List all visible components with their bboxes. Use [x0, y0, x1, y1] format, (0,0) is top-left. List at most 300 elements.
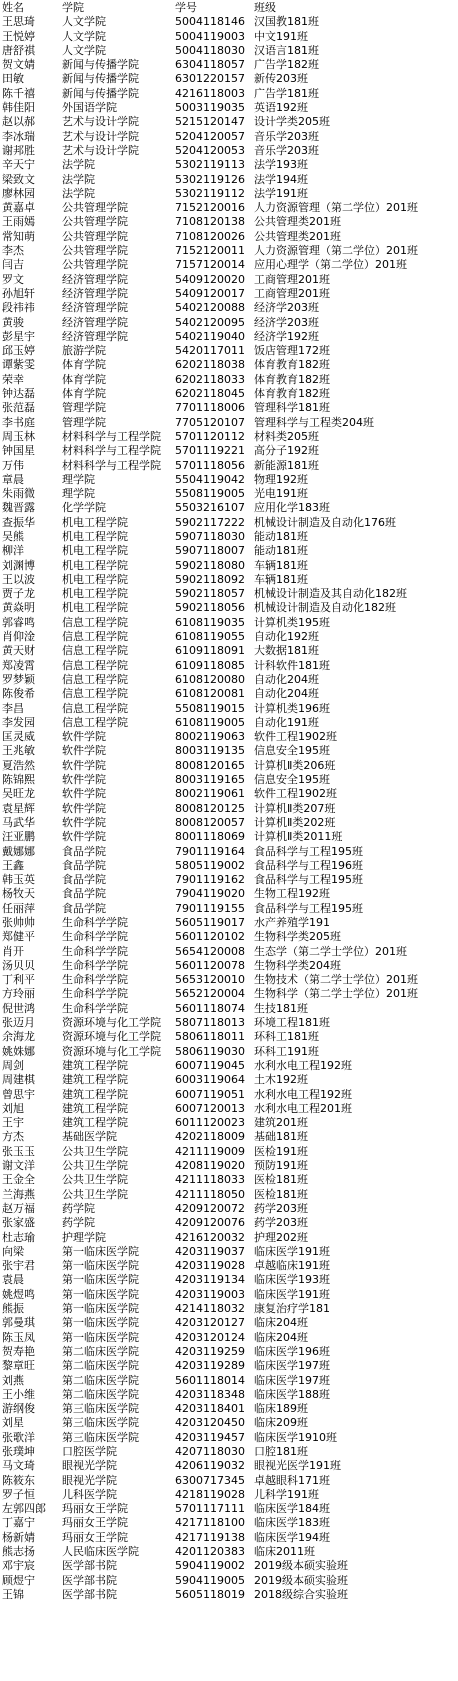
student-name: 王小维: [2, 1387, 35, 1401]
college: 软件学院: [62, 773, 106, 787]
student-name: 钟国星: [2, 444, 35, 458]
student-name: 张范磊: [2, 401, 35, 415]
student-id: 6108119055: [175, 630, 245, 644]
class-name: 医检181班: [254, 1173, 308, 1187]
college: 医学部书院: [62, 1573, 117, 1587]
class-name: 食品科学与工程195班: [254, 901, 363, 915]
student-id: 6109118091: [175, 644, 245, 658]
table-row: [0, 130, 458, 144]
table-row: [0, 1073, 458, 1087]
table-row: [0, 44, 458, 58]
student-id: 5805119002: [175, 858, 245, 872]
college: 软件学院: [62, 815, 106, 829]
class-name: 生物科学（第二学士学位）201班: [254, 987, 418, 1001]
college: 第一临床医学院: [62, 1259, 139, 1273]
table-row: [0, 1402, 458, 1416]
student-name: 邱玉婷: [2, 344, 35, 358]
class-name: 环科工191班: [254, 1044, 319, 1058]
college: 软件学院: [62, 730, 106, 744]
college: 公共管理学院: [62, 258, 128, 272]
table-row: [0, 687, 458, 701]
college: 第三临床医学院: [62, 1402, 139, 1416]
class-name: 机械设计制造及自动化176班: [254, 515, 396, 529]
college: 第一临床医学院: [62, 1273, 139, 1287]
student-name: 任丽萍: [2, 901, 35, 915]
class-name: 自动化204班: [254, 687, 319, 701]
table-row: [0, 201, 458, 215]
college: 经济管理学院: [62, 286, 128, 300]
student-name: 罗文: [2, 272, 24, 286]
student-id: 7901119164: [175, 844, 245, 858]
class-name: 计科软件181班: [254, 658, 330, 672]
college: 公共管理学院: [62, 244, 128, 258]
table-row: [0, 516, 458, 530]
student-id: 5907118007: [175, 544, 245, 558]
student-id: 5204120053: [175, 143, 245, 157]
class-name: 临床189班: [254, 1402, 308, 1416]
college: 信息工程学院: [62, 630, 128, 644]
college: 体育学院: [62, 387, 106, 401]
table-row: [0, 1431, 458, 1445]
student-id: 5701118056: [175, 458, 245, 472]
class-name: 生物技术（第二学士学位）201班: [254, 973, 418, 987]
class-name: 信息安全195班: [254, 744, 330, 758]
student-name: 梁致文: [2, 172, 35, 186]
class-name: 管理科学181班: [254, 401, 330, 415]
college: 玛丽女王学院: [62, 1516, 128, 1530]
table-row: [0, 258, 458, 272]
college: 资源环境与化工学院: [62, 1030, 161, 1044]
table-row: [0, 72, 458, 86]
student-name: 罗梦颖: [2, 672, 35, 686]
college: 机电工程学院: [62, 587, 128, 601]
student-id: 5402120095: [175, 315, 245, 329]
class-name: 饭店管理172班: [254, 344, 330, 358]
college: 软件学院: [62, 744, 106, 758]
student-id: 4217119138: [175, 1530, 245, 1544]
class-name: 体育教育182班: [254, 372, 330, 386]
table-row: [0, 930, 458, 944]
table-row: [0, 1316, 458, 1330]
college: 信息工程学院: [62, 615, 128, 629]
class-name: 2018级综合实验班: [254, 1587, 348, 1601]
college: 公共卫生学院: [62, 1159, 128, 1173]
table-row: [0, 787, 458, 801]
student-id: 5701120112: [175, 429, 245, 443]
student-id: 5503216107: [175, 501, 245, 515]
table-row: [0, 144, 458, 158]
college: 公共管理学院: [62, 215, 128, 229]
student-id: 4211118050: [175, 1187, 245, 1201]
college: 建筑工程学院: [62, 1087, 128, 1101]
table-row: [0, 659, 458, 673]
student-name: 陈筱东: [2, 1473, 35, 1487]
student-name: 陈千禧: [2, 86, 35, 100]
table-row: [0, 830, 458, 844]
student-name: 陈玉凤: [2, 1330, 35, 1344]
class-name: 眼视光医学191班: [254, 1459, 341, 1473]
college: 生命科学学院: [62, 973, 128, 987]
student-name: 邓宇宸: [2, 1559, 35, 1573]
table-row: [0, 773, 458, 787]
college: 医学部书院: [62, 1587, 117, 1601]
college: 化学学院: [62, 501, 106, 515]
table-row: [0, 215, 458, 229]
class-name: 生技181班: [254, 1001, 308, 1015]
class-name: 2019级本硕实验班: [254, 1559, 348, 1573]
table-row: [0, 1245, 458, 1259]
student-name: 向梁: [2, 1244, 24, 1258]
table-row: [0, 344, 458, 358]
table-row: [0, 173, 458, 187]
student-id: 4203119289: [175, 1359, 245, 1373]
student-id: 4203119457: [175, 1430, 245, 1444]
college: 体育学院: [62, 358, 106, 372]
class-name: 医检191班: [254, 1144, 308, 1158]
table-row: [0, 845, 458, 859]
student-id: 5806118011: [175, 1030, 245, 1044]
college: 资源环境与化工学院: [62, 1016, 161, 1030]
class-name: 汉语言181班: [254, 43, 319, 57]
college: 艺术与设计学院: [62, 143, 139, 157]
class-name: 临床医学191班: [254, 1244, 330, 1258]
student-name: 张宇君: [2, 1259, 35, 1273]
college: 第一临床医学院: [62, 1302, 139, 1316]
class-name: 卓越眼科171班: [254, 1473, 330, 1487]
class-name: 建筑201班: [254, 1116, 308, 1130]
college: 机电工程学院: [62, 558, 128, 572]
student-id: 5215120147: [175, 115, 245, 129]
student-id: 7152120016: [175, 201, 245, 215]
class-name: 工商管理201班: [254, 286, 330, 300]
student-name: 章晨: [2, 472, 24, 486]
student-name: 熊振: [2, 1302, 24, 1316]
class-name: 能动181班: [254, 544, 308, 558]
student-name: 顾煜宁: [2, 1573, 35, 1587]
class-name: 自动化192班: [254, 630, 319, 644]
student-name: 马文琦: [2, 1459, 35, 1473]
student-id: 5402119040: [175, 329, 245, 343]
class-name: 应用化学183班: [254, 501, 330, 515]
college: 理学院: [62, 487, 95, 501]
table-row: [0, 15, 458, 29]
student-id: 5806119030: [175, 1044, 245, 1058]
table-row: [0, 1059, 458, 1073]
college: 经济管理学院: [62, 272, 128, 286]
class-name: 物理192班: [254, 472, 308, 486]
student-name: 陈俊希: [2, 687, 35, 701]
class-name: 计算机类196班: [254, 701, 330, 715]
college: 软件学院: [62, 787, 106, 801]
table-row: [0, 1259, 458, 1273]
college: 口腔医学院: [62, 1444, 117, 1458]
student-name: 肖开: [2, 944, 24, 958]
college: 建筑工程学院: [62, 1073, 128, 1087]
class-name: 食品科学与工程196班: [254, 858, 363, 872]
student-name: 李发园: [2, 715, 35, 729]
table-row: [0, 1388, 458, 1402]
student-name: 李昌: [2, 701, 24, 715]
student-name: 王兆敏: [2, 744, 35, 758]
student-id: 4216118003: [175, 86, 245, 100]
student-name: 刘旭: [2, 1101, 24, 1115]
student-id: 5807118013: [175, 1016, 245, 1030]
student-name: 张玉玉: [2, 1144, 35, 1158]
college: 生命科学学院: [62, 1001, 128, 1015]
table-row: [0, 101, 458, 115]
table-row: [0, 1516, 458, 1530]
college: 法学院: [62, 158, 95, 172]
student-id: 8003119135: [175, 744, 245, 758]
student-id: 4203118348: [175, 1387, 245, 1401]
student-id: 4217118100: [175, 1516, 245, 1530]
student-name: 柳洋: [2, 544, 24, 558]
student-name: 方玲丽: [2, 987, 35, 1001]
table-row: [0, 1445, 458, 1459]
table-row: [0, 158, 458, 172]
student-name: 王思琦: [2, 15, 35, 29]
student-id: 5902118080: [175, 558, 245, 572]
table-row: [0, 959, 458, 973]
student-id: 7901119162: [175, 873, 245, 887]
student-name: 李冰瑞: [2, 129, 35, 143]
student-name: 查振华: [2, 515, 35, 529]
student-name: 魏晋露: [2, 501, 35, 515]
college: 公共卫生学院: [62, 1173, 128, 1187]
table-row: [0, 473, 458, 487]
student-name: 贺寿艳: [2, 1344, 35, 1358]
student-id: 4203119003: [175, 1287, 245, 1301]
college: 生命科学学院: [62, 916, 128, 929]
table-row: [0, 1288, 458, 1302]
student-name: 袁晨: [2, 1273, 24, 1287]
class-name: 广告学182班: [254, 58, 319, 72]
college: 材料科学与工程学院: [62, 458, 161, 472]
student-name: 王金全: [2, 1173, 35, 1187]
class-name: 光电191班: [254, 487, 308, 501]
student-id: 6202118033: [175, 372, 245, 386]
class-name: 临床医学184班: [254, 1502, 330, 1516]
student-name: 吴旺龙: [2, 787, 35, 801]
student-name: 黄焱明: [2, 601, 35, 615]
table-row: [0, 401, 458, 415]
college: 信息工程学院: [62, 687, 128, 701]
student-id: 8008120165: [175, 758, 245, 772]
college: 机电工程学院: [62, 515, 128, 529]
college: 机电工程学院: [62, 529, 128, 543]
college: 新闻与传播学院: [62, 58, 139, 72]
table-row: [0, 1116, 458, 1130]
table-row: [0, 630, 458, 644]
student-name: 袁星辉: [2, 801, 35, 815]
college: 食品学院: [62, 844, 106, 858]
class-name: 口腔181班: [254, 1444, 308, 1458]
college: 第三临床医学院: [62, 1416, 139, 1430]
class-name: 水利水电工程201班: [254, 1101, 352, 1115]
college: 药学院: [62, 1201, 95, 1215]
class-name: 预防191班: [254, 1159, 308, 1173]
student-id: 5004118030: [175, 43, 245, 57]
class-name: 卓越临床191班: [254, 1259, 330, 1273]
student-id: 4203120127: [175, 1316, 245, 1330]
student-id: 8002119061: [175, 787, 245, 801]
student-name: 张迈月: [2, 1016, 35, 1030]
class-name: 计算机类195班: [254, 615, 330, 629]
class-name: 临床209班: [254, 1416, 308, 1430]
student-name: 田敏: [2, 72, 24, 86]
class-name: 自动化191班: [254, 715, 319, 729]
table-row: [0, 273, 458, 287]
class-name: 水利水电工程192班: [254, 1058, 352, 1072]
class-name: 计算机Ⅱ类2011班: [254, 830, 343, 844]
student-name: 王悦婷: [2, 29, 35, 43]
class-name: 食品科学与工程195班: [254, 873, 363, 887]
class-name: 生物科学类204班: [254, 958, 341, 972]
table-row: [0, 1345, 458, 1359]
class-name: 土木192班: [254, 1073, 308, 1087]
student-id: 6202118038: [175, 358, 245, 372]
student-id: 4203120450: [175, 1416, 245, 1430]
student-id: 5402120088: [175, 301, 245, 315]
student-id: 4206119032: [175, 1459, 245, 1473]
class-name: 计算机Ⅱ类207班: [254, 801, 336, 815]
student-id: 6109118085: [175, 658, 245, 672]
table-row: [0, 1130, 458, 1144]
student-id: 5204120057: [175, 129, 245, 143]
student-name: 荣幸: [2, 372, 24, 386]
student-name: 辛天宁: [2, 158, 35, 172]
college: 信息工程学院: [62, 672, 128, 686]
student-id: 7904119020: [175, 887, 245, 901]
student-id: 4214118032: [175, 1302, 245, 1316]
table-row: [0, 673, 458, 687]
student-name: 倪世鸿: [2, 1001, 35, 1015]
student-id: 5420117011: [175, 344, 245, 358]
class-name: 新传203班: [254, 72, 308, 86]
class-name: 自动化204班: [254, 672, 319, 686]
student-name: 谭紫雯: [2, 358, 35, 372]
class-name: 法学191班: [254, 186, 308, 200]
table-row: [0, 1273, 458, 1287]
college: 第一临床医学院: [62, 1287, 139, 1301]
student-id: 6108120081: [175, 687, 245, 701]
college: 食品学院: [62, 901, 106, 915]
college: 人文学院: [62, 15, 106, 29]
header-class: 班级: [254, 1, 276, 14]
class-name: 临床204班: [254, 1330, 308, 1344]
student-id: 5654120008: [175, 944, 245, 958]
table-row: [0, 1088, 458, 1102]
student-id: 5907118030: [175, 529, 245, 543]
college: 眼视光学院: [62, 1459, 117, 1473]
student-id: 4202118009: [175, 1130, 245, 1144]
table-row: [0, 1302, 458, 1316]
class-name: 临床医学194班: [254, 1530, 330, 1544]
student-id: 4211118033: [175, 1173, 245, 1187]
class-name: 机械设计制造及自动化182班: [254, 601, 396, 615]
student-name: 吴熊: [2, 529, 24, 543]
student-id: 4203120124: [175, 1330, 245, 1344]
student-id: 5409120020: [175, 272, 245, 286]
student-name: 李杰: [2, 244, 24, 258]
student-id: 6011120023: [175, 1116, 245, 1130]
student-name: 贺文婧: [2, 58, 35, 72]
class-name: 材料类205班: [254, 429, 319, 443]
college: 信息工程学院: [62, 701, 128, 715]
student-name: 肖仰淦: [2, 630, 35, 644]
table-row: [0, 1502, 458, 1516]
class-name: 工商管理201班: [254, 272, 330, 286]
college: 生命科学学院: [62, 930, 128, 944]
class-name: 生态学（第二学士学位）201班: [254, 944, 407, 958]
student-id: 5902118057: [175, 587, 245, 601]
student-name: 赵以郝: [2, 115, 35, 129]
class-name: 人力资源管理（第二学位）201班: [254, 201, 418, 215]
college: 玛丽女王学院: [62, 1502, 128, 1516]
student-name: 刘星: [2, 1416, 24, 1430]
table-row: [0, 1559, 458, 1573]
student-name: 谢邦胜: [2, 143, 35, 157]
student-name: 陈锦熙: [2, 773, 35, 787]
student-id: 5601120102: [175, 930, 245, 944]
class-name: 应用心理学（第二学位）201班: [254, 258, 407, 272]
college: 生命科学学院: [62, 987, 128, 1001]
student-id: 4209120076: [175, 1216, 245, 1230]
student-id: 4201120383: [175, 1545, 245, 1559]
table-row: [0, 1416, 458, 1430]
college: 第一临床医学院: [62, 1316, 139, 1330]
table-row: [0, 716, 458, 730]
college: 医学部书院: [62, 1559, 117, 1573]
college: 第一临床医学院: [62, 1330, 139, 1344]
student-name: 郑健平: [2, 930, 35, 944]
class-name: 法学193班: [254, 158, 308, 172]
student-id: 7705120107: [175, 415, 245, 429]
class-name: 临床医学1910班: [254, 1430, 337, 1444]
student-id: 7108120026: [175, 229, 245, 243]
student-id: 6007120013: [175, 1101, 245, 1115]
student-name: 周玉林: [2, 429, 35, 443]
table-row: [0, 1531, 458, 1545]
college: 人文学院: [62, 43, 106, 57]
student-id: 8008120125: [175, 801, 245, 815]
college: 第二临床医学院: [62, 1373, 139, 1387]
table-row: [0, 1331, 458, 1345]
table-row: [0, 1474, 458, 1488]
college: 食品学院: [62, 873, 106, 887]
student-name: 钟达磊: [2, 387, 35, 401]
student-name: 黎章旺: [2, 1359, 35, 1373]
college: 建筑工程学院: [62, 1116, 128, 1130]
table-row: [0, 230, 458, 244]
student-id: 6007119051: [175, 1087, 245, 1101]
table-row: [0, 1173, 458, 1187]
student-id: 7152120011: [175, 244, 245, 258]
student-id: 5605118019: [175, 1587, 245, 1601]
student-name: 赵万福: [2, 1201, 35, 1215]
class-name: 食品科学与工程195班: [254, 844, 363, 858]
college: 材料科学与工程学院: [62, 444, 161, 458]
table-row: [0, 887, 458, 901]
student-id: 5904119002: [175, 1559, 245, 1573]
table-row: [0, 530, 458, 544]
student-name: 汪亚鹏: [2, 830, 35, 844]
student-id: 5508119005: [175, 487, 245, 501]
table-row: [0, 902, 458, 916]
college: 第三临床医学院: [62, 1430, 139, 1444]
student-name: 周建棋: [2, 1073, 35, 1087]
table-row: [0, 1359, 458, 1373]
